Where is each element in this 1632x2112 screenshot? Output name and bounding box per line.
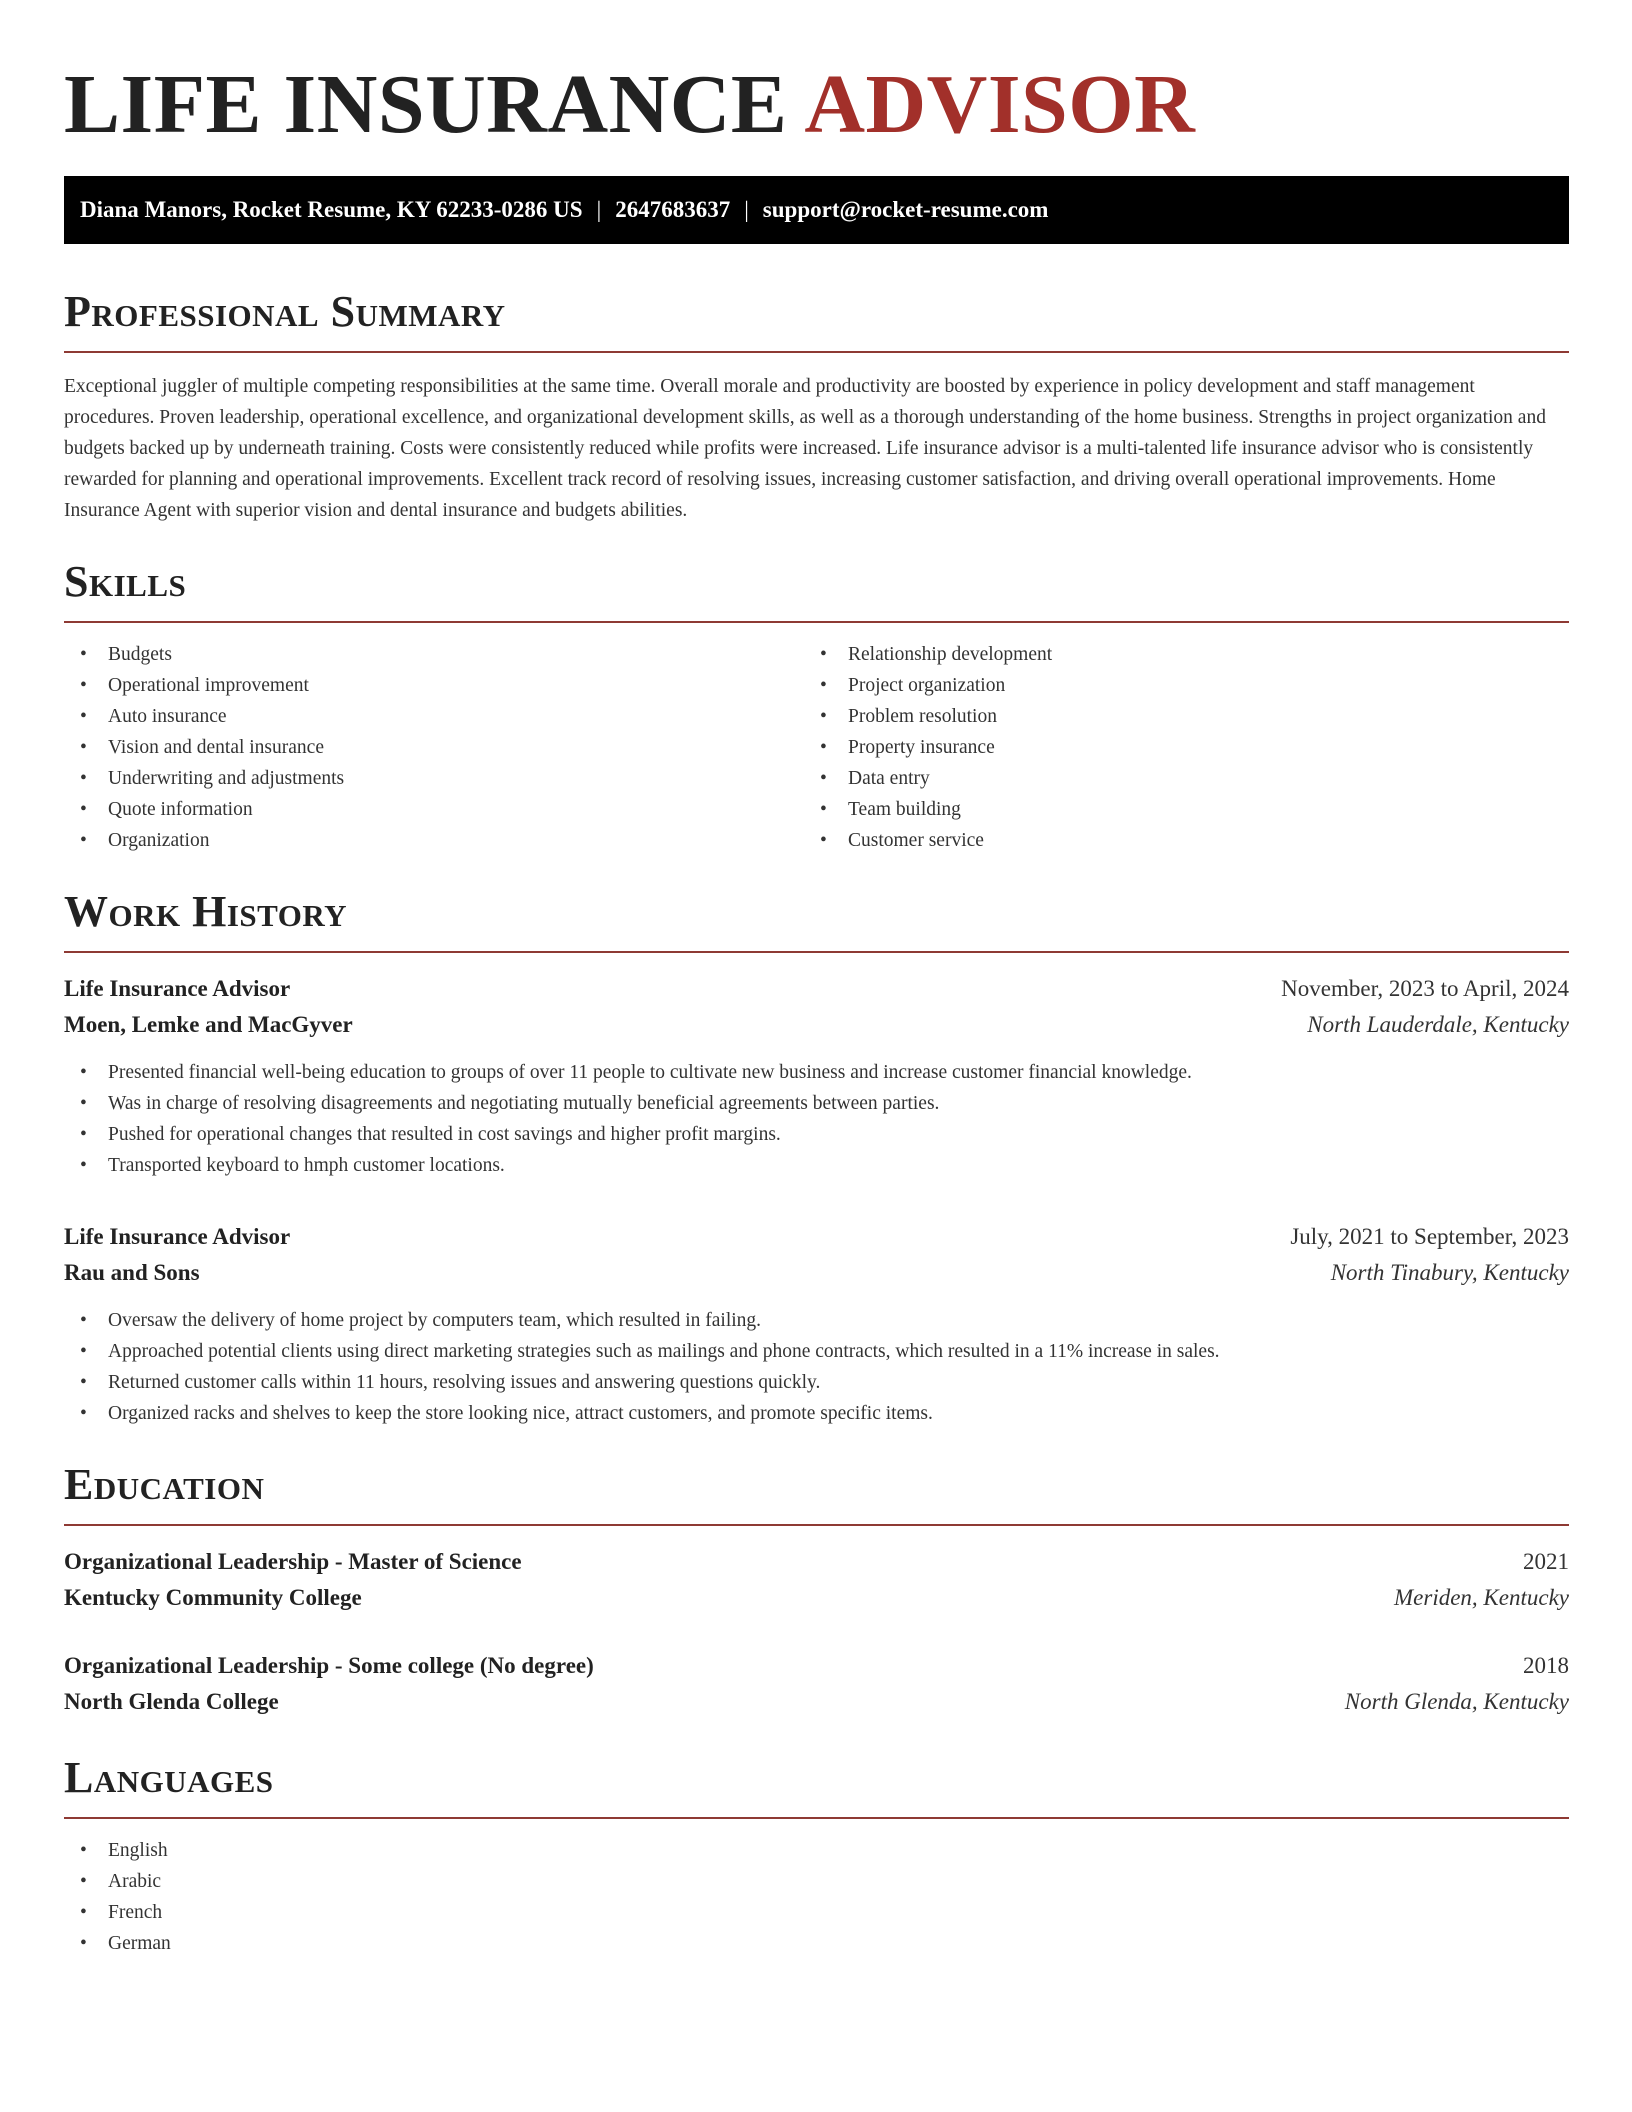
contact-separator: | (596, 197, 602, 222)
skill-item: • Relationship development (804, 639, 1544, 670)
education-degree: Organizational Leadership - Master of Science (64, 1549, 522, 1574)
education-school-row (64, 1580, 1569, 1616)
skill-item: • Operational improvement (64, 670, 804, 701)
job-bullet: • Presented financial well-being education to groups of over 11 people to cultivate new business and increase customer financial knowledge. (64, 1057, 1569, 1088)
skills-list-right (804, 639, 1544, 856)
skills-list-left (64, 639, 804, 856)
section-divider (64, 1817, 1569, 1819)
education-location: North Glenda, Kentucky (1344, 1689, 1569, 1714)
skill-item: • Budgets (64, 639, 804, 670)
language-item: • Arabic (64, 1866, 1569, 1897)
job-position: Life Insurance Advisor (64, 1224, 291, 1249)
job-location: North Lauderdale, Kentucky (1307, 1012, 1569, 1037)
job-bullet: • Approached potential clients using direct marketing strategies such as mailings and phone contracts, which resulted in a 11% increase in sales. (64, 1336, 1569, 1367)
section-title-languages: Languages (64, 1753, 274, 1802)
resume-page (64, 0, 1569, 1959)
education-header-row (64, 1648, 1569, 1684)
education-entry (64, 1544, 1569, 1616)
education-school: North Glenda College (64, 1689, 279, 1714)
education-year: 2018 (1523, 1653, 1569, 1678)
skills-columns (64, 639, 1569, 856)
languages-list (64, 1835, 1569, 1959)
title-main: LIFE INSURANCE (64, 58, 788, 151)
section-title-skills: Skills (64, 557, 187, 606)
job-bullet: • Organized racks and shelves to keep the store looking nice, attract customers, and promote specific items. (64, 1398, 1569, 1429)
education-degree: Organizational Leadership - Some college (No degree) (64, 1653, 594, 1678)
education-school-row (64, 1684, 1569, 1720)
skill-item: • Problem resolution (804, 701, 1544, 732)
job-company-row (64, 1007, 1569, 1043)
job-bullet: • Was in charge of resolving disagreements and negotiating mutually beneficial agreements between parties. (64, 1088, 1569, 1119)
job-company: Rau and Sons (64, 1260, 200, 1285)
summary-text: Exceptional juggler of multiple competing responsibilities at the same time. Overall morale and productivity are boosted by experience in policy development and staff management procedures. Proven leadership, operational excellence, and organizational development skills, as well as a thorough understanding of the home business. Strengths in project organization and budgets backed up by underneath training. Costs were consistently reduced while profits were increased. Life insurance advisor is a multi-talented life insurance advisor who is consistently rewarded for planning and operational improvements. Excellent track record of resolving issues, increasing customer satisfaction, and driving overall operational improvements. Home Insurance Agent with superior vision and dental insurance and budgets abilities. (64, 376, 1546, 521)
language-item: • French (64, 1897, 1569, 1928)
job-location: North Tinabury, Kentucky (1330, 1260, 1569, 1285)
language-item: • English (64, 1835, 1569, 1866)
job-entry (64, 1219, 1569, 1429)
job-company: Moen, Lemke and MacGyver (64, 1012, 353, 1037)
skill-item: • Data entry (804, 763, 1544, 794)
title-accent: ADVISOR (804, 58, 1196, 151)
section-title-education: Education (64, 1460, 265, 1509)
skill-item: • Team building (804, 794, 1544, 825)
skill-item: • Quote information (64, 794, 804, 825)
job-bullets (64, 1057, 1569, 1181)
skill-item: • Organization (64, 825, 804, 856)
section-divider (64, 1524, 1569, 1526)
education-school: Kentucky Community College (64, 1585, 362, 1610)
section-divider (64, 621, 1569, 623)
education-location: Meriden, Kentucky (1394, 1585, 1569, 1610)
skill-item: • Vision and dental insurance (64, 732, 804, 763)
skill-item: • Property insurance (804, 732, 1544, 763)
contact-address: Diana Manors, Rocket Resume, KY 62233-0286 US (80, 197, 583, 222)
job-header-row (64, 971, 1569, 1007)
education-year: 2021 (1523, 1549, 1569, 1574)
education-entry (64, 1648, 1569, 1720)
contact-email: support@rocket-resume.com (762, 197, 1049, 222)
job-bullet: • Pushed for operational changes that resulted in cost savings and higher profit margins. (64, 1119, 1569, 1150)
section-title-work: Work History (64, 887, 348, 936)
job-position: Life Insurance Advisor (64, 976, 291, 1001)
skill-item: • Customer service (804, 825, 1544, 856)
job-dates: November, 2023 to April, 2024 (1281, 976, 1569, 1001)
skill-item: • Project organization (804, 670, 1544, 701)
job-header-row (64, 1219, 1569, 1255)
work-history-list (64, 971, 1569, 1429)
job-company-row (64, 1255, 1569, 1291)
section-divider (64, 951, 1569, 953)
job-bullets (64, 1305, 1569, 1429)
job-dates: July, 2021 to September, 2023 (1290, 1224, 1569, 1249)
education-list (64, 1544, 1569, 1720)
section-divider (64, 351, 1569, 353)
skill-item: • Auto insurance (64, 701, 804, 732)
education-header-row (64, 1544, 1569, 1580)
contact-phone: 2647683637 (615, 197, 731, 222)
contact-separator: | (744, 197, 749, 222)
job-entry (64, 971, 1569, 1181)
skill-item: • Underwriting and adjustments (64, 763, 804, 794)
contact-bar (64, 176, 1569, 244)
language-item: • German (64, 1928, 1569, 1959)
job-bullet: • Transported keyboard to hmph customer locations. (64, 1150, 1569, 1181)
section-title-summary: Professional Summary (64, 287, 506, 336)
job-bullet: • Oversaw the delivery of home project by computers team, which resulted in failing. (64, 1305, 1569, 1336)
resume-title (64, 60, 1569, 150)
job-bullet: • Returned customer calls within 11 hours, resolving issues and answering questions quickly. (64, 1367, 1569, 1398)
